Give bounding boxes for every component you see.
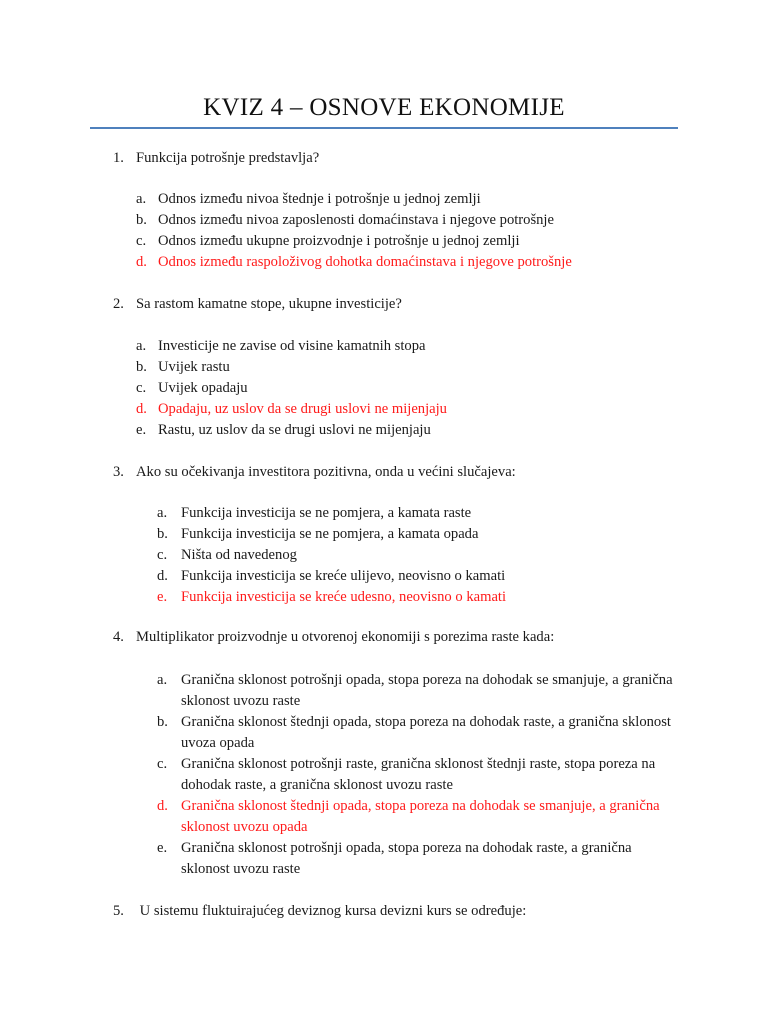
option-letter: e.: [157, 589, 168, 605]
option-text: Funkcija investicija se kreće udesno, neovisno o kamati: [181, 589, 507, 605]
option-1a: [136, 189, 676, 210]
question-2-options: [136, 336, 676, 441]
option-text: Granična sklonost štednji opada, stopa poreza na dohodak se smanjuje, a granična sklonost uvozu opada: [181, 798, 660, 835]
question-number: 1.: [113, 150, 124, 166]
option-letter: b.: [157, 526, 168, 542]
option-letter: a.: [136, 191, 147, 207]
question-number: 3.: [113, 464, 124, 480]
option-text: Rastu, uz uslov da se drugi uslovi ne mijenjaju: [158, 422, 431, 438]
option-1d-correct: [136, 252, 676, 273]
question-4-options: [136, 670, 676, 880]
option-2c: [136, 378, 676, 399]
option-letter: c.: [157, 547, 168, 563]
option-3a: [136, 503, 676, 524]
option-text: Odnos između nivoa zaposlenosti domaćinstava i njegove potrošnje: [158, 212, 554, 228]
question-text: U sistemu fluktuirajućeg deviznog kursa devizni kurs se određuje:: [136, 903, 527, 919]
option-1c: [136, 231, 676, 252]
option-text: Uvijek rastu: [158, 359, 230, 375]
question-number: 5.: [113, 903, 124, 919]
option-text: Uvijek opadaju: [158, 380, 248, 396]
option-letter: e.: [157, 840, 168, 856]
option-text: Opadaju, uz uslov da se drugi uslovi ne mijenjaju: [158, 401, 447, 417]
question-text: Funkcija potrošnje predstavlja?: [136, 150, 320, 166]
option-text: Ništa od navedenog: [181, 547, 297, 563]
option-letter: c.: [136, 233, 147, 249]
option-letter: e.: [136, 422, 147, 438]
option-text: Granična sklonost potrošnji opada, stopa poreza na dohodak se smanjuje, a granična sklonost uvozu raste: [181, 672, 673, 709]
option-text: Funkcija investicija se kreće ulijevo, neovisno o kamati: [181, 568, 506, 584]
option-2e: [136, 420, 676, 441]
option-3b: [136, 524, 676, 545]
option-letter: b.: [136, 359, 147, 375]
option-4b: [136, 712, 676, 754]
option-letter: b.: [136, 212, 147, 228]
question-text: Multiplikator proizvodnje u otvorenoj ekonomiji s porezima raste kada:: [136, 629, 555, 645]
option-text: Granična sklonost štednji opada, stopa poreza na dohodak raste, a granična sklonost uvoza opada: [181, 714, 671, 751]
option-text: Odnos između raspoloživog dohotka domaćinstava i njegove potrošnje: [158, 254, 572, 270]
option-2d-correct: [136, 399, 676, 420]
option-4a: [136, 670, 676, 712]
question-1-options: [136, 189, 676, 273]
option-text: Granična sklonost potrošnji raste, granična sklonost štednji raste, stopa poreza na dohodak raste, a granična sklonost uvozu raste: [181, 756, 656, 793]
option-4e: [136, 838, 676, 880]
option-2b: [136, 357, 676, 378]
page-title: KVIZ 4 – OSNOVE EKONOMIJE: [203, 94, 565, 121]
option-letter: c.: [157, 756, 168, 772]
option-2a: [136, 336, 676, 357]
question-text: Ako su očekivanja investitora pozitivna, onda u većini slučajeva:: [136, 464, 516, 480]
option-text: Odnos između ukupne proizvodnje i potrošnje u jednoj zemlji: [158, 233, 520, 249]
option-text: Odnos između nivoa štednje i potrošnje u jednoj zemlji: [158, 191, 481, 207]
option-1b: [136, 210, 676, 231]
option-4d-correct: [136, 796, 676, 838]
option-text: Investicije ne zavise od visine kamatnih stopa: [158, 338, 426, 354]
question-text: Sa rastom kamatne stope, ukupne investicije?: [136, 296, 402, 312]
option-letter: d.: [136, 254, 147, 270]
option-letter: a.: [157, 505, 168, 521]
option-letter: a.: [136, 338, 147, 354]
option-text: Granična sklonost potrošnji opada, stopa poreza na dohodak raste, a granična sklonost uvozu raste: [181, 840, 632, 877]
option-letter: b.: [157, 714, 168, 730]
question-number: 2.: [113, 296, 124, 312]
option-4c: [136, 754, 676, 796]
option-letter: d.: [157, 798, 168, 814]
option-text: Funkcija investicija se ne pomjera, a kamata opada: [181, 526, 479, 542]
option-3e-correct: [136, 587, 676, 608]
option-text: Funkcija investicija se ne pomjera, a kamata raste: [181, 505, 472, 521]
title-underline: [90, 127, 678, 129]
option-letter: a.: [157, 672, 168, 688]
option-letter: c.: [136, 380, 147, 396]
option-letter: d.: [157, 568, 168, 584]
option-3c: [136, 545, 676, 566]
option-letter: d.: [136, 401, 147, 417]
question-number: 4.: [113, 629, 124, 645]
question-3-options: [136, 503, 676, 608]
option-3d: [136, 566, 676, 587]
